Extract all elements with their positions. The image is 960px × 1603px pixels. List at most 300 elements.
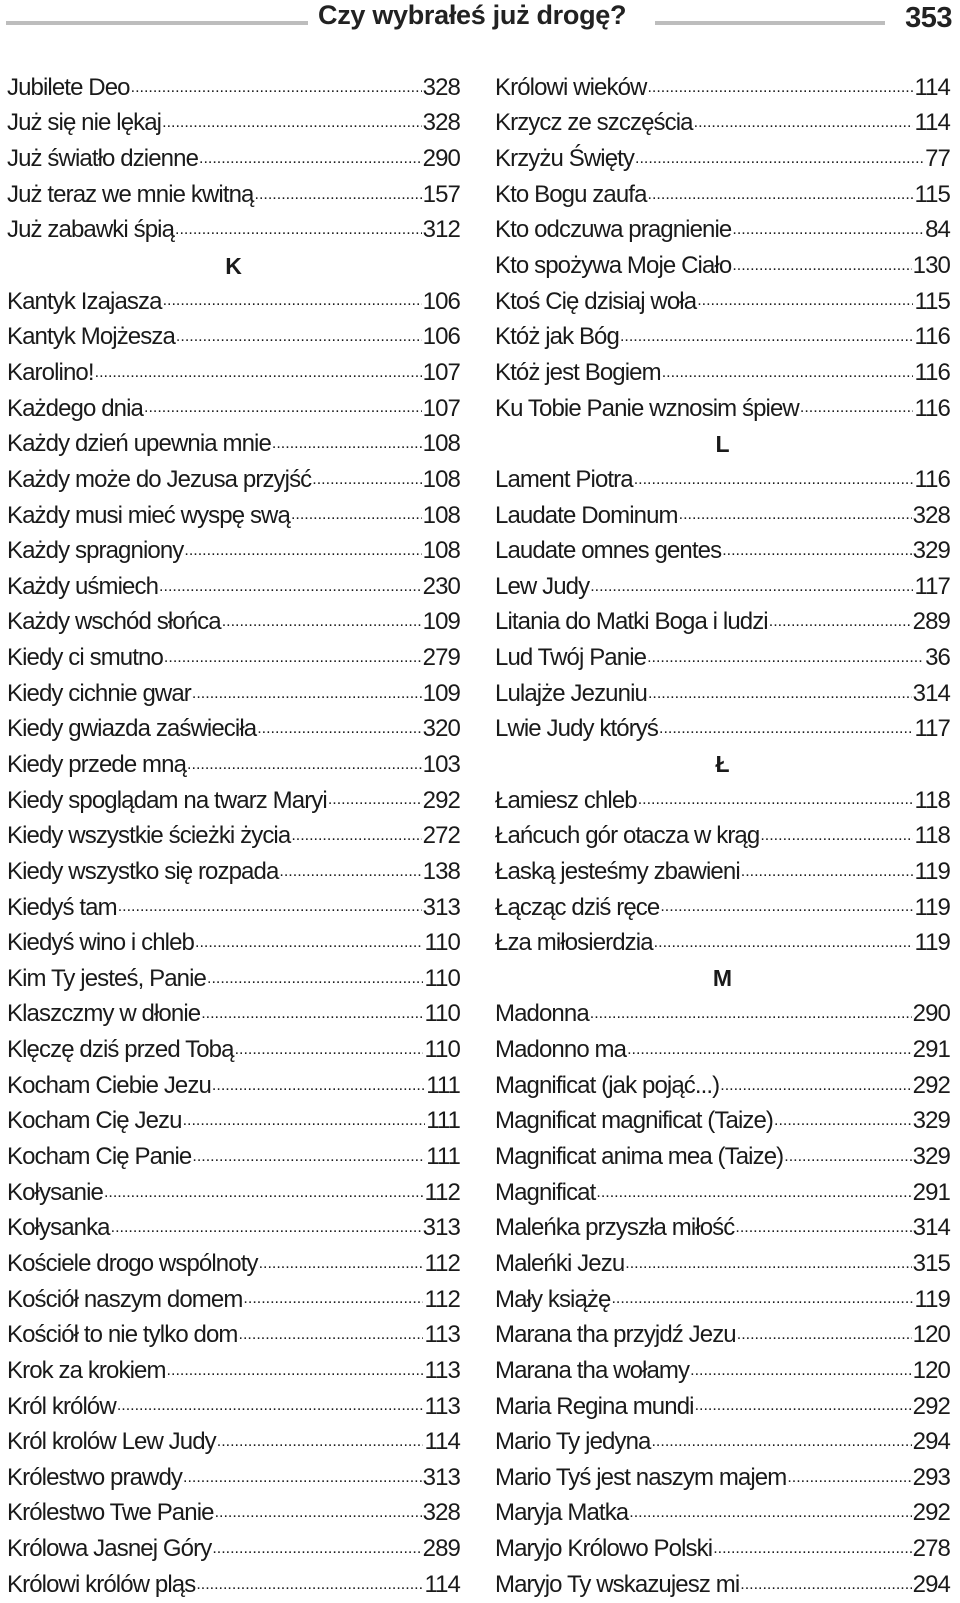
dot-leader (212, 1534, 421, 1567)
dot-leader (660, 892, 913, 925)
entry-page-number: 292 (912, 1392, 950, 1420)
entry-page-number: 110 (424, 929, 460, 957)
index-entry (495, 284, 950, 320)
index-entry (7, 498, 460, 534)
entry-title: Kościele drogo wspólnoty (7, 1249, 258, 1277)
dot-leader (694, 108, 914, 141)
dot-leader (255, 180, 422, 213)
entry-page-number: 116 (914, 465, 950, 493)
entry-page-number: 36 (925, 644, 950, 672)
entry-page-number: 114 (424, 1570, 460, 1598)
index-entry (7, 213, 460, 249)
index-entry (495, 1282, 950, 1318)
entry-page-number: 114 (424, 1428, 460, 1456)
index-entry (7, 1531, 460, 1567)
entry-page-number: 138 (422, 857, 460, 885)
entry-title: Każdy spragniony (7, 537, 184, 565)
index-entry (495, 248, 950, 284)
entry-title: Mario Ty jedyna (495, 1428, 651, 1456)
index-entry (495, 1424, 950, 1460)
entry-page-number: 108 (422, 430, 460, 458)
entry-page-number: 110 (424, 1000, 460, 1028)
entry-title: Magnificat anima mea (Taize) (495, 1143, 784, 1171)
dot-leader (627, 1035, 912, 1068)
entry-page-number: 106 (422, 323, 460, 351)
entry-title: Każdego dnia (7, 394, 143, 422)
dot-leader (737, 1320, 912, 1353)
index-entry (495, 1460, 950, 1496)
index-entry (7, 1317, 460, 1353)
entry-page-number: 328 (912, 501, 950, 529)
dot-leader (732, 215, 924, 248)
dot-leader (184, 536, 421, 569)
index-entry (495, 498, 950, 534)
index-entry (495, 213, 950, 249)
index-entry (7, 1282, 460, 1318)
dot-leader (201, 999, 423, 1032)
entry-title: Ku Tobie Panie wznosim śpiew (495, 394, 799, 422)
entry-page-number: 312 (422, 216, 460, 244)
entry-title: Maryja Matka (495, 1499, 629, 1527)
index-entry (7, 818, 460, 854)
dot-leader (629, 1498, 911, 1531)
entry-page-number: 119 (914, 1285, 950, 1313)
index-entry (495, 1496, 950, 1532)
entry-page-number: 119 (914, 893, 950, 921)
entry-title: Kiedy spoglądam na twarz Maryi (7, 786, 327, 814)
index-entry (495, 141, 950, 177)
index-entry (495, 890, 950, 926)
entry-page-number: 117 (914, 572, 950, 600)
entry-title: Magnificat (jak pojąć...) (495, 1071, 720, 1099)
entry-page-number: 111 (426, 1107, 460, 1135)
entry-page-number: 328 (422, 73, 460, 101)
entry-title: Kto spożywa Moje Ciało (495, 252, 732, 280)
dot-leader (769, 607, 912, 640)
entry-page-number: 106 (422, 287, 460, 315)
entry-page-number: 292 (422, 786, 460, 814)
index-entry (495, 106, 950, 142)
entry-page-number: 109 (422, 608, 460, 636)
index-entry (7, 1424, 460, 1460)
entry-title: Maleńki Jezu (495, 1249, 625, 1277)
entry-title: Kościół to nie tylko dom (7, 1321, 238, 1349)
entry-page-number: 292 (912, 1499, 950, 1527)
entry-title: Maria Regina mundi (495, 1392, 694, 1420)
entry-title: Już się nie lękaj (7, 109, 162, 137)
entry-page-number: 116 (914, 358, 950, 386)
index-entry (495, 1246, 950, 1282)
index-entry (495, 676, 950, 712)
index-column-left (7, 70, 460, 1603)
index-entry (7, 355, 460, 391)
entry-page-number: 119 (914, 857, 950, 885)
entry-page-number: 116 (914, 323, 950, 351)
page-header (0, 0, 960, 50)
dot-leader (118, 892, 422, 925)
index-entry (495, 1317, 950, 1353)
index-entry (495, 1567, 950, 1603)
entry-title: Każdy musi mieć wyspę swą (7, 501, 290, 529)
dot-leader (212, 1071, 425, 1104)
dot-leader (690, 1356, 912, 1389)
entry-title: Maleńka przyszła miłość (495, 1214, 735, 1242)
entry-page-number: 290 (422, 145, 460, 173)
index-entry (7, 462, 460, 498)
dot-leader (611, 1284, 913, 1317)
entry-title: Kiedy gwiazda zaświeciła (7, 715, 257, 743)
page-number: 353 (905, 2, 952, 34)
entry-page-number: 279 (422, 644, 460, 672)
dot-leader (625, 1249, 911, 1282)
entry-page-number: 130 (912, 252, 950, 280)
entry-page-number: 103 (422, 750, 460, 778)
dot-leader (291, 500, 422, 533)
entry-page-number: 119 (914, 929, 950, 957)
dot-leader (651, 1427, 911, 1460)
dot-leader (328, 785, 422, 818)
dot-leader (159, 572, 422, 605)
dot-leader (163, 286, 422, 319)
entry-page-number: 313 (422, 893, 460, 921)
entry-title: Kiedy wszystko się rozpada (7, 857, 279, 885)
dot-leader (741, 857, 914, 890)
entry-title: Kiedy wszystkie ścieżki życia (7, 822, 291, 850)
dot-leader (162, 108, 422, 141)
entry-title: Karolino! (7, 358, 94, 386)
entry-page-number: 157 (422, 180, 460, 208)
index-entry (495, 355, 950, 391)
entry-page-number: 289 (422, 1535, 460, 1563)
index-entry (7, 70, 460, 106)
index-entry (495, 533, 950, 569)
entry-title: Łaską jesteśmy zbawieni (495, 857, 740, 885)
entry-page-number: 113 (424, 1356, 460, 1384)
entry-page-number: 329 (912, 1143, 950, 1171)
entry-title: Mario Tyś jest naszym majem (495, 1463, 787, 1491)
entry-title: Któż jak Bóg (495, 323, 619, 351)
entry-title: Już teraz we mnie kwitną (7, 180, 254, 208)
entry-title: Madonna (495, 1000, 589, 1028)
index-entry (7, 1353, 460, 1389)
index-entry (7, 1175, 460, 1211)
entry-title: Litania do Matki Boga i ludzi (495, 608, 768, 636)
entry-page-number: 77 (925, 145, 950, 173)
index-entry (495, 1068, 950, 1104)
dot-leader (679, 500, 912, 533)
dot-leader (735, 1213, 911, 1246)
index-entry (495, 569, 950, 605)
entry-title: Klaszczmy w dłonie (7, 1000, 201, 1028)
index-entry (7, 1460, 460, 1496)
entry-page-number: 314 (912, 679, 950, 707)
entry-page-number: 107 (422, 394, 460, 422)
dot-leader (648, 180, 914, 213)
dot-leader (192, 1142, 425, 1175)
entry-title: Kantyk Mojżesza (7, 323, 175, 351)
entry-title: Laudate Dominum (495, 501, 678, 529)
index-entry (495, 712, 950, 748)
dot-leader (164, 643, 422, 676)
entry-page-number: 328 (422, 1499, 460, 1527)
index-entry (7, 1246, 460, 1282)
dot-leader (713, 1534, 911, 1567)
entry-page-number: 112 (424, 1178, 460, 1206)
dot-leader (272, 429, 422, 462)
index-entry (495, 640, 950, 676)
entry-title: Mały książę (495, 1285, 611, 1313)
dot-leader (104, 1178, 423, 1211)
dot-leader (195, 928, 423, 961)
entry-title: Krzycz ze szczęścia (495, 109, 693, 137)
entry-title: Już zabawki śpią (7, 216, 175, 244)
index-entry (7, 676, 460, 712)
dot-leader (117, 1391, 424, 1424)
entry-page-number: 118 (914, 786, 950, 814)
entry-page-number: 291 (912, 1178, 950, 1206)
dot-leader (217, 1427, 424, 1460)
entry-page-number: 113 (424, 1392, 460, 1420)
index-entry (495, 70, 950, 106)
entry-page-number: 272 (422, 822, 460, 850)
index-entry (495, 854, 950, 890)
entry-title: Krok za krokiem (7, 1356, 166, 1384)
entry-page-number: 107 (422, 358, 460, 386)
entry-page-number: 110 (424, 964, 460, 992)
dot-leader (215, 1498, 422, 1531)
entry-title: Już światło dzienne (7, 145, 199, 173)
entry-title: Łamiesz chleb (495, 786, 637, 814)
entry-title: Madonno ma (495, 1036, 627, 1064)
entry-page-number: 289 (912, 608, 950, 636)
dot-leader (95, 358, 422, 391)
entry-title: Kto odczuwa pragnienie (495, 216, 732, 244)
entry-title: Każdy wschód słońca (7, 608, 221, 636)
entry-title: Królestwo prawdy (7, 1463, 183, 1491)
header-rule-left (6, 21, 308, 25)
index-entry (495, 1139, 950, 1175)
dot-leader (239, 1320, 424, 1353)
entry-title: Klęczę dziś przed Tobą (7, 1036, 234, 1064)
dot-leader (144, 393, 422, 426)
index-entry (7, 1567, 460, 1603)
entry-page-number: 112 (424, 1285, 460, 1313)
dot-leader (183, 1106, 426, 1139)
index-entry (7, 1032, 460, 1068)
entry-page-number: 293 (912, 1463, 950, 1491)
dot-leader (131, 73, 422, 106)
dot-leader (176, 322, 422, 355)
dot-leader (620, 322, 913, 355)
dot-leader (697, 286, 913, 319)
entry-page-number: 111 (426, 1143, 460, 1171)
entry-title: Łącząc dziś ręce (495, 893, 660, 921)
entry-page-number: 328 (422, 109, 460, 137)
index-entry (7, 284, 460, 320)
entry-title: Maryjo Ty wskazujesz mi (495, 1570, 740, 1598)
entry-title: Łańcuch gór otacza w krąg (495, 822, 760, 850)
entry-title: Maryjo Królowo Polski (495, 1535, 713, 1563)
entry-title: Magnificat magnificat (Taize) (495, 1107, 774, 1135)
dot-leader (732, 251, 911, 284)
index-entry (7, 319, 460, 355)
index-entry (7, 925, 460, 961)
index-entry (7, 177, 460, 213)
section-letter: Ł (715, 751, 730, 778)
entry-page-number: 117 (914, 715, 950, 743)
dot-leader (635, 144, 924, 177)
entry-title: Każdy może do Jezusa przyjść (7, 465, 312, 493)
entry-title: Kocham Cię Panie (7, 1143, 192, 1171)
index-entry (7, 533, 460, 569)
index-entry (7, 1139, 460, 1175)
index-entry (7, 141, 460, 177)
index-entry (495, 783, 950, 819)
dot-leader (590, 572, 913, 605)
index-entry (7, 890, 460, 926)
dot-leader (760, 821, 913, 854)
index-entry (7, 640, 460, 676)
entry-title: Ktoś Cię dzisiaj woła (495, 287, 697, 315)
entry-title: Kiedy ci smutno (7, 644, 163, 672)
entry-title: Kto Bogu zaufa (495, 180, 647, 208)
dot-leader (638, 785, 914, 818)
entry-page-number: 114 (914, 73, 950, 101)
entry-title: Kołysanka (7, 1214, 110, 1242)
index-entry (7, 1068, 460, 1104)
index-entry (495, 319, 950, 355)
dot-leader (722, 536, 911, 569)
entry-title: Kiedy cichnie gwar (7, 679, 191, 707)
entry-title: Marana tha przyjdź Jezu (495, 1321, 736, 1349)
index-entry (495, 997, 950, 1033)
entry-page-number: 313 (422, 1214, 460, 1242)
index-entry (495, 1389, 950, 1425)
entry-title: Jubilete Deo (7, 73, 130, 101)
dot-leader (654, 928, 914, 961)
entry-page-number: 114 (914, 109, 950, 137)
dot-leader (199, 144, 422, 177)
index-entry (7, 712, 460, 748)
entry-title: Magnificat (495, 1178, 596, 1206)
page-title: Czy wybrałeś już drogę? (318, 0, 627, 30)
index-entry (495, 1175, 950, 1211)
index-entry (7, 426, 460, 462)
dot-leader (787, 1463, 911, 1496)
entry-title: Królestwo Twe Panie (7, 1499, 214, 1527)
entry-title: Kiedy przede mną (7, 750, 187, 778)
entry-title: Kim Ty jesteś, Panie (7, 964, 206, 992)
dot-leader (259, 1249, 424, 1282)
entry-title: Kościół naszym domem (7, 1285, 243, 1313)
dot-leader (596, 1178, 911, 1211)
entry-page-number: 115 (914, 287, 950, 315)
entry-title: Królowi królów pląs (7, 1570, 196, 1598)
index-entry (495, 925, 950, 961)
dot-leader (175, 215, 422, 248)
entry-title: Kiedyś tam (7, 893, 117, 921)
index-entry (495, 177, 950, 213)
entry-title: Król królów (7, 1392, 116, 1420)
entry-title: Lwie Judy któryś (495, 715, 658, 743)
dot-leader (634, 465, 914, 498)
dot-leader (659, 714, 913, 747)
entry-title: Lament Piotra (495, 465, 633, 493)
index-entry (495, 1211, 950, 1247)
entry-page-number: 108 (422, 501, 460, 529)
index-entry (495, 1104, 950, 1140)
dot-leader (648, 679, 912, 712)
index-entry (7, 106, 460, 142)
entry-page-number: 116 (914, 394, 950, 422)
index-entry (7, 1389, 460, 1425)
entry-page-number: 294 (912, 1428, 950, 1456)
dot-leader (647, 643, 924, 676)
entry-page-number: 112 (424, 1249, 460, 1277)
dot-leader (257, 714, 421, 747)
dot-leader (720, 1071, 911, 1104)
index-entry (495, 1353, 950, 1389)
index-entry (7, 605, 460, 641)
index-entry (7, 391, 460, 427)
entry-page-number: 290 (912, 1000, 950, 1028)
dot-leader (187, 750, 422, 783)
entry-page-number: 120 (912, 1321, 950, 1349)
section-letter: L (715, 430, 730, 457)
entry-title: Królowa Jasnej Góry (7, 1535, 212, 1563)
dot-leader (183, 1463, 422, 1496)
entry-page-number: 329 (912, 537, 950, 565)
entry-page-number: 294 (912, 1570, 950, 1598)
entry-title: Krzyżu Święty (495, 145, 635, 173)
dot-leader (222, 607, 422, 640)
index-entry (495, 462, 950, 498)
index-entry (495, 818, 950, 854)
dot-leader (291, 821, 421, 854)
dot-leader (312, 465, 421, 498)
entry-title: Kocham Ciebie Jezu (7, 1071, 211, 1099)
entry-title: Marana tha wołamy (495, 1356, 690, 1384)
index-entry (495, 1032, 950, 1068)
section-letter: M (712, 965, 733, 992)
index-entry (7, 783, 460, 819)
index-entry (495, 1531, 950, 1567)
entry-title: Lulajże Jezuniu (495, 679, 647, 707)
dot-leader (800, 393, 914, 426)
index-entry (7, 854, 460, 890)
entry-title: Lud Twój Panie (495, 644, 647, 672)
dot-leader (111, 1213, 422, 1246)
entry-page-number: 278 (912, 1535, 950, 1563)
entry-page-number: 84 (925, 216, 950, 244)
header-rule-right (655, 21, 885, 25)
dot-leader (192, 679, 422, 712)
entry-title: Królowi wieków (495, 73, 647, 101)
entry-page-number: 314 (912, 1214, 950, 1242)
entry-page-number: 110 (424, 1036, 460, 1064)
index-entry (7, 1211, 460, 1247)
section-letter: K (225, 252, 242, 279)
dot-leader (590, 999, 912, 1032)
entry-page-number: 329 (912, 1107, 950, 1135)
entry-page-number: 111 (426, 1071, 460, 1099)
entry-page-number: 315 (912, 1249, 950, 1277)
entry-page-number: 109 (422, 679, 460, 707)
dot-leader (167, 1356, 424, 1389)
dot-leader (243, 1284, 423, 1317)
entry-title: Kiedyś wino i chleb (7, 929, 195, 957)
index-entry (7, 997, 460, 1033)
